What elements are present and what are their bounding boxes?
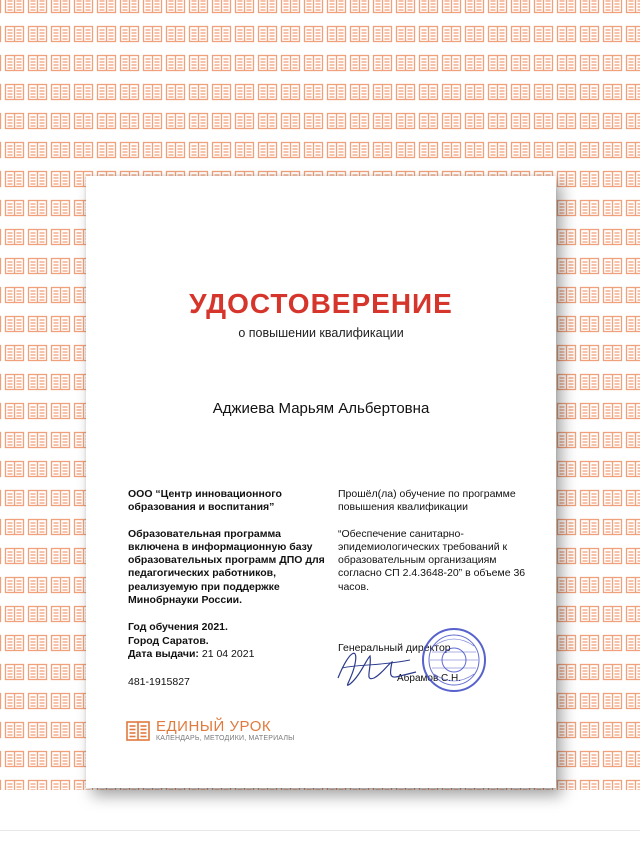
signature-image [330, 638, 420, 698]
book-icon [126, 720, 150, 742]
issue-date: 21 04 2021 [201, 647, 255, 660]
registration-number: 481-1915827 [128, 676, 190, 689]
city-label: Город Саратов. [128, 634, 209, 647]
training-statement: Прошёл(ла) обучение по программе повышения квалификации [338, 488, 516, 514]
left-column [128, 488, 328, 690]
director-name: Абрамов С.Н. [397, 673, 462, 684]
year-label: Год обучения 2021. [128, 621, 228, 634]
certificate-title: УДОСТОВЕРЕНИЕ [189, 288, 453, 319]
right-column [338, 488, 528, 594]
official-stamp [420, 626, 488, 694]
program-info: Образовательная программа включена в информационную базу образовательных программ ДПО для педагогических работников, реализуемую при поддержке Минобрнауки России. [128, 527, 325, 607]
organization-name: ООО “Центр инновационного образования и воспитания” [128, 488, 282, 514]
recipient-name: Аджиева Марьям Альбертовна [212, 400, 430, 417]
study-meta [128, 621, 328, 661]
course-name: “Обеспечение санитарно-эпидемиологических требований к образовательным организациям согласно СП 2.4.3648-20” в объеме 36 часов. [338, 527, 526, 593]
logo-tagline: КАЛЕНДАРЬ, МЕТОДИКИ, МАТЕРИАЛЫ [156, 735, 295, 742]
certificate-sheet [86, 176, 556, 788]
certificate-subtitle: о повышении квалификации [238, 326, 404, 340]
divider [0, 830, 640, 831]
logo-title: ЕДИНЫЙ УРОК [156, 718, 272, 735]
issue-date-label: Дата выдачи: [128, 647, 199, 660]
director-title: Генеральный директор [338, 642, 451, 654]
